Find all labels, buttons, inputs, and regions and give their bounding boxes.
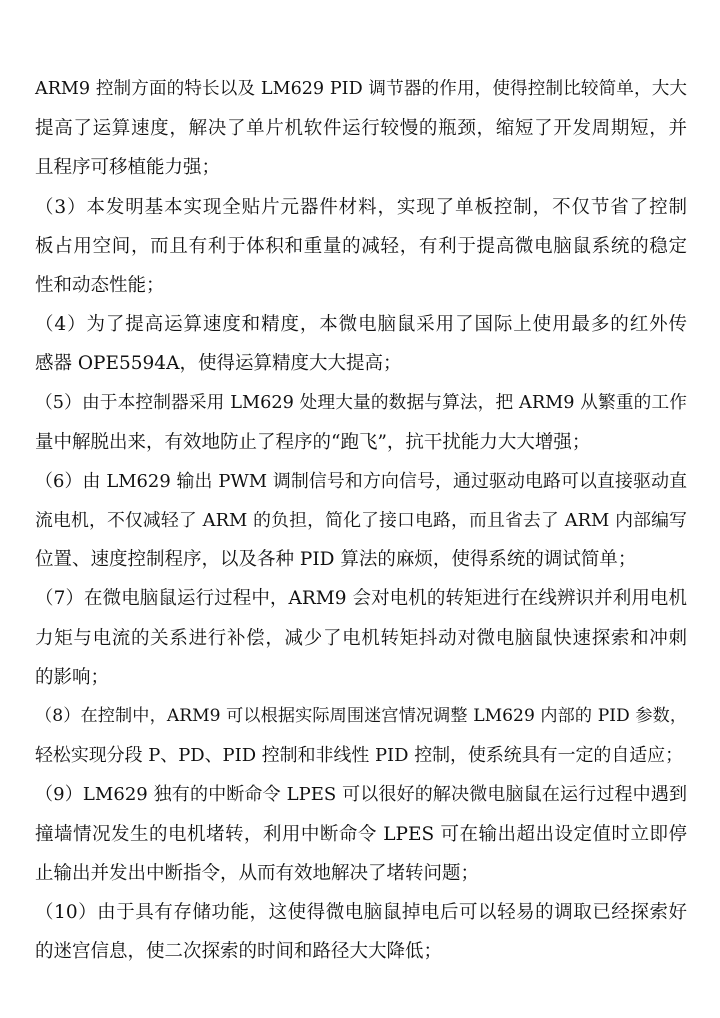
text-line: 性和动态性能；: [35, 274, 165, 296]
text-line: （5）由于本控制器采用 LM629 处理大量的数据与算法，把 ARM9 从繁重的工作: [35, 392, 687, 413]
paragraph-item-6: [35, 462, 687, 580]
text-line: 提高了运算速度，解决了单片机软件运行较慢的瓶颈，缩短了开发周期短，并: [35, 118, 687, 140]
text-line: 流电机，不仅减轻了 ARM 的负担，简化了接口电路，而且省去了 ARM 内部编写: [35, 510, 687, 532]
text-line: （7）在微电脑鼠运行过程中，ARM9 会对电机的转矩进行在线辨识并利用电机: [35, 588, 687, 610]
text-line: 力矩与电流的关系进行补偿，减少了电机转矩抖动对微电脑鼠快速探索和冲刺: [35, 627, 687, 649]
paragraph-item-7: [35, 579, 687, 697]
paragraph-item-4: [35, 305, 687, 383]
paragraph-item-8: [35, 697, 687, 775]
text-line: 撞墙情况发生的电机堵转，利用中断命令 LPES 可在输出超出设定值时立即停: [35, 823, 687, 845]
text-line: （9）LM629 独有的中断命令 LPES 可以很好的解决微电脑鼠在运行过程中遇到: [35, 784, 687, 806]
text-line: 感器 OPE5594A，使得运算精度大大提高；: [35, 353, 402, 375]
text-line: 位置、速度控制程序，以及各种 PID 算法的麻烦，使得系统的调试简单；: [35, 549, 637, 571]
text-line: 量中解脱出来，有效地防止了程序的“跑飞”，抗干扰能力大大增强；: [35, 431, 591, 453]
paragraph-item-3: [35, 188, 687, 306]
text-line: （6）由 LM629 输出 PWM 调制信号和方向信号，通过驱动电路可以直接驱动直: [35, 470, 687, 492]
paragraph-item-9: [35, 775, 687, 893]
text-line: 的影响；: [35, 666, 110, 688]
text-line: （4）为了提高运算速度和精度，本微电脑鼠采用了国际上使用最多的红外传: [35, 314, 687, 336]
text-line: （3）本发明基本实现全贴片元器件材料，实现了单板控制，不仅节省了控制: [35, 196, 687, 218]
text-line: 止输出并发出中断指令，从而有效地解决了堵转问题；: [35, 862, 480, 884]
text-line: ARM9 控制方面的特长以及 LM629 PID 调节器的作用，使得控制比较简单，大大: [35, 79, 687, 99]
text-line: 且程序可移植能力强；: [35, 157, 221, 179]
text-line: 的迷宫信息，使二次探索的时间和路径大大降低；: [35, 941, 443, 963]
paragraph-item-5: [35, 384, 687, 462]
text-line: 板占用空间，而且有利于体积和重量的减轻，有利于提高微电脑鼠系统的稳定: [35, 235, 687, 257]
document-body: [35, 70, 687, 971]
text-line: 轻松实现分段 P、PD、PID 控制和非线性 PID 控制，使系统具有一定的自适应；: [35, 745, 684, 767]
paragraph-item-10: [35, 893, 687, 971]
paragraph-advantages-intro: [35, 70, 687, 188]
text-line: （10）由于具有存储功能，这使得微电脑鼠掉电后可以轻易的调取已经探索好: [35, 901, 687, 923]
text-line: （8）在控制中，ARM9 可以根据实际周围迷宫情况调整 LM629 内部的 PID 参数，: [35, 706, 687, 726]
